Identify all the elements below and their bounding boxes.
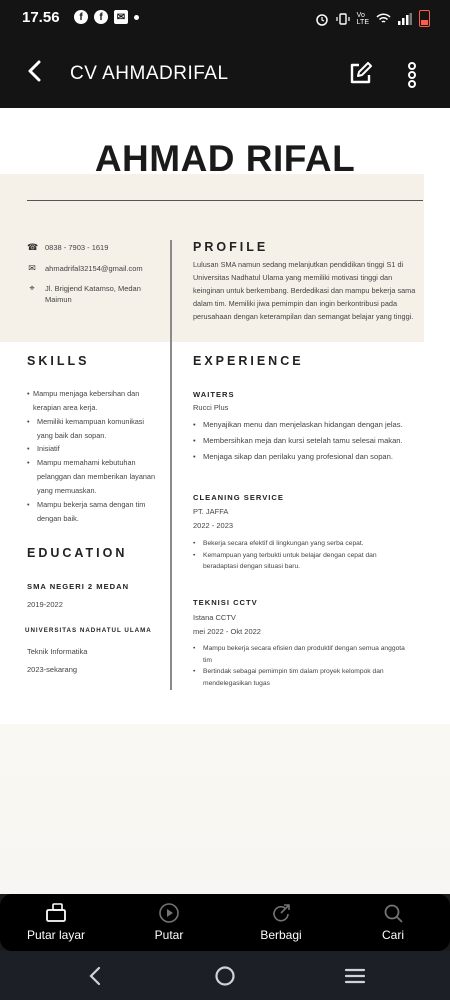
job-title: TEKNISI CCTV <box>193 598 258 607</box>
rotate-screen-button[interactable]: Putar layar <box>11 902 101 942</box>
education-major: Teknik Informatika <box>27 647 88 656</box>
battery-icon <box>419 10 430 27</box>
profile-text: Lulusan SMA namun sedang melanjutkan pendidikan tinggi S1 di Universitas Nadhatul Ulama yang memiliki motivasi tinggi dan keinginan untuk berkembang. Berdedikasi dan mampu bekerja sama dalam tim. Memiliki jiwa pemimpin dan ingin berkontribusi pada perusahaan dengan keterampilan dan semangat belajar yang tinggi. <box>193 260 416 321</box>
job-bullets <box>193 643 405 690</box>
mail-icon: ✉ <box>114 10 128 24</box>
status-time: 17.56 <box>22 9 60 26</box>
job-period: 2022 - 2023 <box>193 521 234 530</box>
facebook-icon: f <box>94 10 108 24</box>
list-item: • Membersihkan meja dan kursi setelah tamu selesai makan. <box>193 433 421 449</box>
skills-heading: SKILLS <box>27 354 90 368</box>
system-nav-bar <box>0 951 450 1000</box>
education-heading: EDUCATION <box>27 546 128 560</box>
list-item: • Memiliki kemampuan komunikasi yang baik dan sopan. <box>27 415 157 443</box>
play-icon <box>158 902 180 924</box>
education-period: 2023-sekarang <box>27 665 78 674</box>
contact-email: ✉ ahmadrifal32154@gmail.com <box>28 263 143 273</box>
cv-name: AHMAD RIFAL <box>94 138 356 179</box>
play-button[interactable]: Putar <box>124 902 214 942</box>
nav-back-icon[interactable] <box>83 963 109 989</box>
list-item: • Mampu memahami kebutuhan pelanggan dan memberikan layanan yang memuaskan. <box>27 456 157 498</box>
phone-icon: ☎ <box>27 242 39 252</box>
vibrate-icon <box>336 12 350 26</box>
share-icon <box>270 902 292 924</box>
status-bar <box>0 0 450 38</box>
wifi-icon <box>376 13 391 25</box>
contact-address: ⌖ Jl. Brigjend Katamso, Medan Maimun <box>27 283 165 306</box>
rotate-screen-icon <box>45 902 67 924</box>
contact-phone: ☎ 0838 - 7903 - 1619 <box>27 242 109 252</box>
list-item: • Inisiatif <box>27 442 157 456</box>
job-bullets <box>193 538 405 573</box>
education-school: UNIVERSITAS NADHATUL ULAMA <box>25 627 152 634</box>
job-title: WAITERS <box>193 390 235 399</box>
job-company: Istana CCTV <box>193 613 236 622</box>
volte-lte-icon: Vo LTE <box>356 11 369 26</box>
job-company: Rucci Plus <box>193 403 229 412</box>
job-bullets <box>193 417 421 465</box>
mail-icon: ✉ <box>28 263 36 273</box>
job-title: CLEANING SERVICE <box>193 493 284 502</box>
nav-home-icon[interactable] <box>212 963 238 989</box>
share-button[interactable]: Berbagi <box>236 902 326 942</box>
back-arrow-icon[interactable] <box>22 58 48 84</box>
signal-icon <box>398 13 412 25</box>
action-bar <box>0 894 450 951</box>
edit-icon[interactable] <box>348 62 372 86</box>
list-item: • Kemampuan yang terbukti untuk belajar dengan cepat dan beradaptasi dengan situasi baru. <box>193 550 405 573</box>
list-item: • Mampu menjaga kebersihan dan kerapian area kerja. <box>27 387 157 415</box>
search-button[interactable]: Cari <box>348 902 438 942</box>
search-icon <box>382 902 404 924</box>
column-divider <box>170 240 172 690</box>
nav-recents-icon[interactable] <box>342 963 368 989</box>
experience-heading: EXPERIENCE <box>193 354 304 368</box>
divider <box>27 200 423 201</box>
location-pin-icon: ⌖ <box>29 283 35 293</box>
job-company: PT. JAFFA <box>193 507 229 516</box>
cv-page <box>0 108 450 724</box>
list-item: • Bekerja secara efektif di lingkungan yang serba cepat. <box>193 538 405 550</box>
document-title: CV AHMADRIFAL <box>70 63 229 84</box>
list-item: • Menyajikan menu dan menjelaskan hidangan dengan jelas. <box>193 417 421 433</box>
profile-heading: PROFILE <box>193 240 269 254</box>
list-item: • Bertindak sebagai pemimpin tim dalam proyek kelompok dan mendelegasikan tugas <box>193 666 405 689</box>
list-item: • Menjaga sikap dan perilaku yang profesional dan sopan. <box>193 449 421 465</box>
system-icons <box>315 10 430 27</box>
page-margin <box>0 724 450 894</box>
facebook-icon: f <box>74 10 88 24</box>
list-item: • Mampu bekerja secara efisien dan produktif dengan semua anggota tim <box>193 643 405 666</box>
education-school: SMA NEGERI 2 MEDAN <box>27 582 130 591</box>
notification-icons <box>74 10 139 24</box>
education-period: 2019-2022 <box>27 600 63 609</box>
list-item: • Mampu bekerja sama dengan tim dengan baik. <box>27 498 157 526</box>
alarm-icon <box>315 12 329 26</box>
skills-list <box>27 387 157 526</box>
more-options-icon[interactable] <box>404 62 420 88</box>
job-period: mei 2022 - Okt 2022 <box>193 627 261 636</box>
more-notifications-dot-icon <box>134 15 139 20</box>
app-bar <box>0 38 450 108</box>
